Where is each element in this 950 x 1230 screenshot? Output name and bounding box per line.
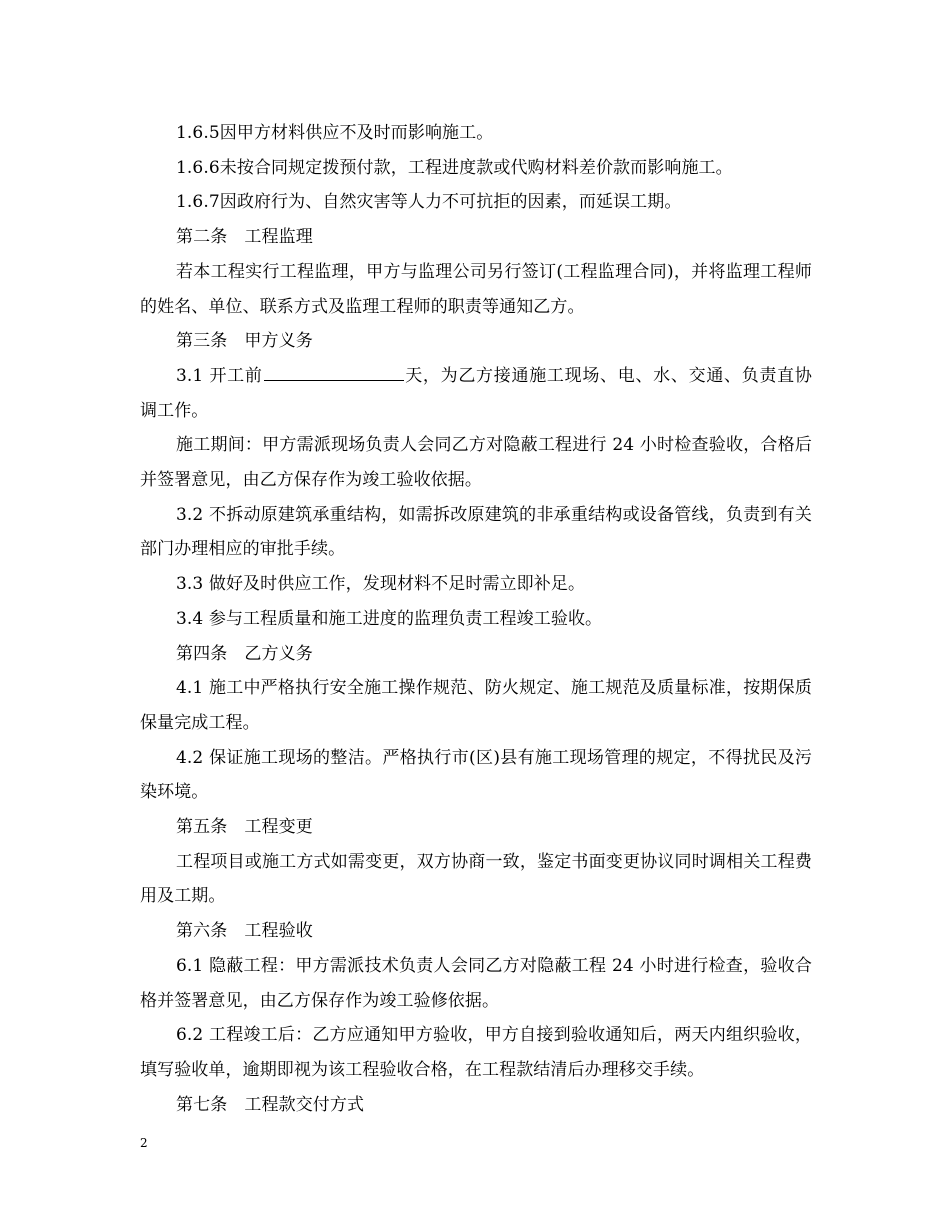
clause-6-1: 6.1 隐蔽工程：甲方需派技术负责人会同乙方对隐蔽工程 24 小时进行检查，验收合格并签署意见，由乙方保存作为竣工验修依据。 bbox=[140, 955, 812, 1011]
article-6-heading: 第六条 工程验收 bbox=[176, 921, 313, 942]
clause-3-2: 3.2 不拆动原建筑承重结构，如需拆改原建筑的非承重结构或设备管线，负责到有关部门办理相应的审批手续。 bbox=[140, 504, 812, 560]
clause-3-1-end: 天，为乙方接通施工现场、电、水、交通、负责直协调工作。 bbox=[140, 365, 812, 421]
clause-1-6-6: 1.6.6未按合同规定拨预付款，工程进度款或代购材料差价款而影响施工。 bbox=[176, 157, 733, 178]
clause-3-4: 3.4 参与工程质量和施工进度的监理负责工程竣工验收。 bbox=[176, 608, 603, 629]
article-5-heading: 第五条 工程变更 bbox=[176, 817, 313, 838]
document-body bbox=[140, 116, 812, 1122]
page-number: 2 bbox=[140, 1136, 148, 1150]
clause-1-6-7: 1.6.7因政府行为、自然灾害等人力不可抗拒的因素，而延误工期。 bbox=[176, 192, 682, 213]
article-3-heading: 第三条 甲方义务 bbox=[176, 331, 313, 352]
article-4-heading: 第四条 乙方义务 bbox=[176, 643, 313, 664]
clause-3-3: 3.3 做好及时供应工作，发现材料不足时需立即补足。 bbox=[176, 574, 586, 595]
clause-3-1 bbox=[140, 359, 812, 428]
article-5-body: 工程项目或施工方式如需变更，双方协商一致，鉴定书面变更协议同时调相关工程费用及工期。 bbox=[140, 851, 812, 907]
article-7-heading: 第七条 工程款交付方式 bbox=[176, 1094, 365, 1115]
clause-6-2: 6.2 工程竣工后：乙方应通知甲方验收，甲方自接到验收通知后，两天内组织验收，填写验收单，逾期即视为该工程验收合格，在工程款结清后办理移交手续。 bbox=[140, 1025, 812, 1080]
article-2-heading: 第二条 工程监理 bbox=[176, 227, 313, 248]
article-2-body: 若本工程实行工程监理，甲方与监理公司另行签订(工程监理合同)，并将监理工程师的姓名、单位、联系方式及监理工程师的职责等通知乙方。 bbox=[140, 261, 812, 317]
clause-4-2: 4.2 保证施工现场的整洁。严格执行市(区)县有施工现场管理的规定，不得扰民及污染环境。 bbox=[140, 747, 812, 803]
clause-4-1: 4.1 施工中严格执行安全施工操作规范、防火规定、施工规范及质量标准，按期保质保量完成工程。 bbox=[140, 678, 812, 733]
construction-period-clause: 施工期间：甲方需派现场负责人会同乙方对隐蔽工程进行 24 小时检查验收，合格后并签署意见，由乙方保存作为竣工验收依据。 bbox=[140, 435, 812, 491]
fill-in-blank bbox=[264, 366, 404, 381]
clause-1-6-5: 1.6.5因甲方材料供应不及时而影响施工。 bbox=[176, 123, 494, 143]
clause-3-1-start: 3.1 开工前 bbox=[176, 365, 263, 386]
